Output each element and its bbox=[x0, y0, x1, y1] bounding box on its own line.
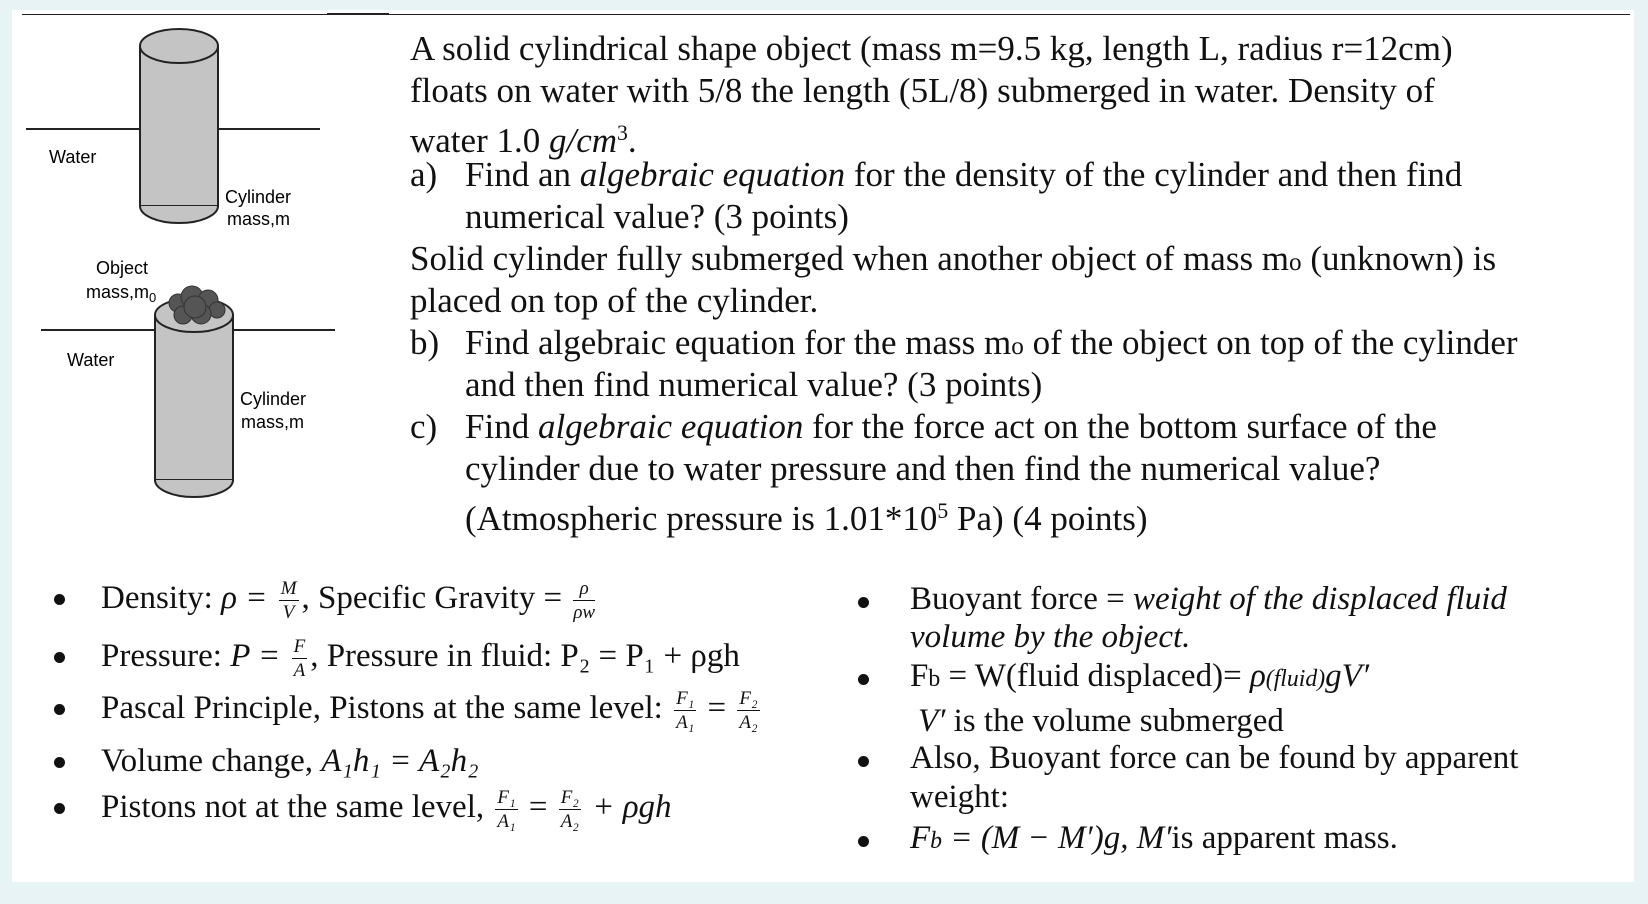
middle-line-2: placed on top of the cylinder. bbox=[410, 281, 819, 320]
object-label: Object bbox=[96, 258, 149, 278]
bullet bbox=[54, 803, 65, 814]
apparent-weight-formula: Fb = (M − M′)g, M′is apparent mass. bbox=[910, 820, 1398, 856]
not-level-fraction-1: $\frac{\text{F₁}}{\text{A₁}}$ bbox=[497, 786, 516, 832]
specific-gravity-fraction: $\frac{\rho}{\rho w}$ bbox=[573, 577, 596, 623]
cylinder-mass-label: mass,m bbox=[227, 209, 290, 229]
part-c-line-3: (Atmospheric pressure is $1.01*10^5$ Pa) (4 points) bbox=[465, 498, 1148, 538]
cylinder-base bbox=[140, 206, 218, 223]
water-label: Water bbox=[67, 350, 115, 370]
bullet bbox=[54, 757, 65, 768]
intro-line-2: floats on water with 5/8 the length (5L/8) submerged in water. Density of bbox=[410, 71, 1435, 110]
cylinder-top bbox=[140, 29, 218, 63]
buoyant-definition-line-1: Buoyant force = weight of the displaced fluid bbox=[910, 581, 1507, 617]
bullet bbox=[54, 594, 65, 605]
buoyant-definition-line-2: volume by the object. bbox=[910, 619, 1191, 655]
cylinder-label: Cylinder bbox=[225, 187, 292, 207]
part-b-line-1: Find algebraic equation for the mass mo of the object on top of the cylinder bbox=[465, 323, 1518, 362]
intro-line-1: A solid cylindrical shape object (mass m=9.5 kg, length L, radius r=12cm) bbox=[410, 29, 1453, 68]
volume-formula: Volume change, A₁h₁ = A₂h₂ bbox=[101, 743, 479, 779]
bullet bbox=[858, 836, 869, 847]
part-c-line-1: Find algebraic equation for the force act on the bottom surface of the bbox=[465, 407, 1437, 446]
part-a-line-2: numerical value? (3 points) bbox=[465, 197, 849, 236]
cylinder-base bbox=[155, 480, 233, 497]
pascal-fraction-1: $\frac{\text{F₁}}{\text{A₁}}$ bbox=[676, 687, 695, 733]
submerged-cylinder-figure bbox=[41, 258, 335, 497]
bullet bbox=[858, 597, 869, 608]
cylinder-body bbox=[155, 315, 233, 480]
cylinder-body bbox=[140, 46, 218, 206]
bullet bbox=[858, 674, 869, 685]
object-blob bbox=[169, 286, 225, 324]
apparent-weight-line-1: Also, Buoyant force can be found by apparent bbox=[910, 740, 1519, 776]
pascal-fraction-2: $\frac{\text{F₂}}{\text{A₂}}$ bbox=[739, 687, 758, 733]
not-level-formula: Pistons not at the same level, $\frac{\text{F₁}}{\text{A₁}}$ = $\frac{\text{F₂}}{\text{A₂}}$ + ρgh bbox=[101, 786, 672, 832]
pressure-formula: Pressure: P = $\frac{F}{A}$ , Pressure in fluid: P₂ = P₁ + ρgh bbox=[101, 635, 740, 681]
bullet bbox=[858, 756, 869, 767]
buoyant-formula: Fb = W(fluid displaced)= ρ(fluid)gV′ bbox=[910, 658, 1370, 694]
part-a-line-1: Find an algebraic equation for the density of the cylinder and then find bbox=[465, 155, 1463, 194]
cylinder-mass-label: mass,m bbox=[241, 412, 304, 432]
middle-line-1: Solid cylinder fully submerged when another object of mass mo (unknown) is bbox=[410, 239, 1497, 278]
part-a-marker: a) bbox=[410, 155, 438, 194]
cylinder-label: Cylinder bbox=[240, 389, 307, 409]
part-b-marker: b) bbox=[410, 323, 440, 362]
intro-line-3: water 1.0 $g/cm^3$. bbox=[410, 120, 637, 160]
part-b-line-2: and then find numerical value? (3 points) bbox=[465, 365, 1043, 404]
pressure-fraction: $\frac{F}{A}$ bbox=[293, 635, 306, 681]
bullet bbox=[54, 652, 65, 663]
volume-submerged-note: V′ is the volume submerged bbox=[918, 703, 1284, 739]
apparent-weight-line-2: weight: bbox=[910, 779, 1009, 815]
density-formula: Density: ρ = $\frac{M}{V}$ , Specific Gravity = $\frac{\rho}{\rho w}$ bbox=[101, 577, 596, 623]
cylinder-diagram bbox=[0, 0, 340, 520]
pascal-formula: Pascal Principle, Pistons at the same level: $\frac{\text{F₁}}{\text{A₁}}$ = $\frac{\text{F₂}}{\text{A₂}}$ bbox=[101, 687, 758, 733]
object-mass-label: $mass,m_0$ bbox=[86, 282, 157, 305]
water-label: Water bbox=[49, 147, 97, 167]
floating-cylinder-figure bbox=[26, 29, 320, 229]
part-c-line-2: cylinder due to water pressure and then find the numerical value? bbox=[465, 449, 1381, 488]
density-fraction: $\frac{M}{V}$ bbox=[280, 577, 297, 623]
bullet bbox=[54, 704, 65, 715]
part-c-marker: c) bbox=[410, 407, 438, 446]
not-level-fraction-2: $\frac{\text{F₂}}{\text{A₂}}$ bbox=[560, 786, 579, 832]
